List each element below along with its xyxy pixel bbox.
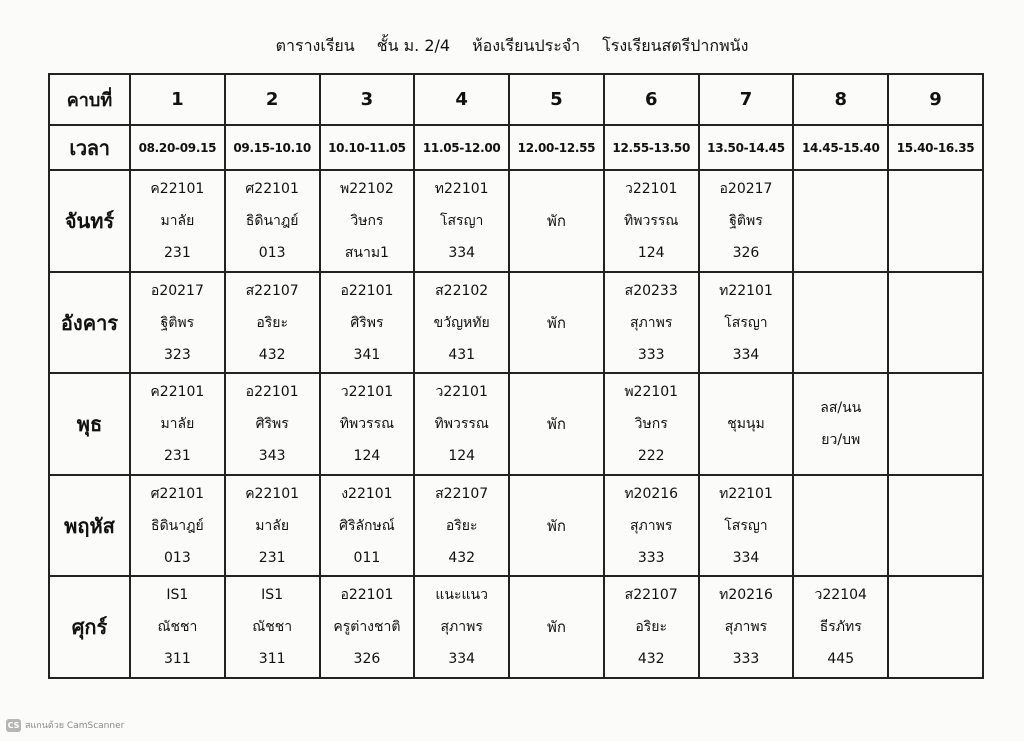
room-number: 445	[827, 651, 855, 668]
room-number: 432	[258, 346, 286, 363]
class-cell	[604, 576, 699, 678]
class-cell	[130, 170, 225, 272]
time-row	[49, 125, 983, 171]
break-label: พัก	[546, 516, 566, 535]
period-number: 1	[130, 74, 225, 125]
day-row	[49, 272, 983, 374]
teacher-name: ณัชชา	[252, 619, 293, 636]
subject-code: แนะแนว	[435, 587, 488, 604]
break-label: พัก	[546, 313, 566, 332]
teacher-name: ยว/บพ	[821, 432, 861, 449]
time-slot: 15.40-16.35	[888, 125, 983, 171]
room-number: 334	[732, 549, 760, 566]
subject-code: ส20233	[624, 282, 678, 299]
day-row	[49, 576, 983, 678]
class-cell	[888, 272, 983, 374]
break-label: พัก	[546, 415, 566, 434]
teacher-name: โสรญา	[439, 213, 484, 230]
teacher-name: ฐิติพร	[160, 314, 195, 331]
period-number: 5	[509, 74, 604, 125]
time-slot: 10.10-11.05	[320, 125, 415, 171]
time-slot: 13.50-14.45	[699, 125, 794, 171]
room-number: 013	[164, 549, 191, 566]
teacher-name: ทิพวรรณ	[624, 213, 679, 230]
class-cell	[130, 475, 225, 577]
subject-code: อ22101	[340, 282, 394, 299]
break-label: พัก	[546, 212, 566, 231]
class-cell	[225, 576, 320, 678]
subject-code: ท20216	[719, 587, 773, 604]
teacher-name: ศิริพร	[350, 314, 384, 331]
subject-code: ส22107	[245, 282, 299, 299]
teacher-name: ทิพวรรณ	[339, 416, 395, 433]
subject-code: ศ22101	[245, 181, 299, 198]
subject-code: ส22107	[435, 485, 489, 502]
class-cell	[604, 373, 699, 475]
subject-code: อ20217	[150, 282, 204, 299]
subject-code: อ22101	[245, 384, 299, 401]
class-cell	[793, 475, 888, 577]
room-number: 333	[637, 346, 665, 363]
room-number: 341	[353, 346, 381, 363]
room-number: 323	[164, 346, 191, 363]
break-cell	[509, 170, 604, 272]
subject-code: ชุมนุม	[727, 416, 765, 433]
class-cell	[793, 576, 888, 678]
class-cell	[320, 170, 415, 272]
teacher-name: โสรญา	[724, 314, 768, 331]
teacher-name: โสรญา	[724, 517, 768, 534]
room-number: 231	[164, 245, 191, 262]
subject-code: ว22101	[340, 384, 394, 401]
teacher-name: สุภาพร	[724, 619, 768, 636]
teacher-name: ขวัญหทัย	[433, 314, 490, 331]
subject-code: ลส/นน	[820, 400, 862, 417]
period-number: 9	[888, 74, 983, 125]
scanner-watermark	[6, 718, 124, 732]
teacher-name: วิษกร	[350, 213, 384, 230]
timetable	[48, 73, 984, 679]
room-number: 431	[448, 346, 476, 363]
subject-code: ค22101	[245, 485, 300, 502]
period-label: คาบที่	[49, 74, 130, 125]
class-cell	[604, 170, 699, 272]
room-number: 333	[637, 549, 665, 566]
class-cell	[320, 272, 415, 374]
time-slot: 12.55-13.50	[604, 125, 699, 171]
time-slot: 09.15-10.10	[225, 125, 320, 171]
school-name: โรงเรียนสตรีปากพนัง	[602, 36, 749, 55]
room-number: 011	[353, 549, 381, 566]
teacher-name: ฐิติพร	[729, 213, 763, 230]
room-number: 334	[732, 346, 760, 363]
teacher-name: อริยะ	[635, 619, 668, 636]
break-label: พัก	[546, 618, 566, 637]
class-cell	[225, 170, 320, 272]
class-cell	[793, 272, 888, 374]
break-cell	[509, 272, 604, 374]
room-number: 326	[353, 651, 381, 668]
period-number: 2	[225, 74, 320, 125]
class-cell	[225, 272, 320, 374]
subject-code: ว22101	[625, 181, 678, 198]
day-name: จันทร์	[49, 170, 130, 272]
time-slot: 14.45-15.40	[793, 125, 888, 171]
day-name: พฤหัส	[49, 475, 130, 577]
room-number: 326	[732, 245, 760, 262]
day-name: อังคาร	[49, 272, 130, 374]
teacher-name: ธิดินาฎย์	[245, 213, 299, 230]
class-cell	[320, 475, 415, 577]
teacher-name: สุภาพร	[630, 517, 673, 534]
class-cell	[225, 475, 320, 577]
room-number: 124	[448, 448, 476, 465]
class-cell	[414, 272, 509, 374]
room-number: 334	[448, 245, 476, 262]
teacher-name: ธิดินาฎย์	[151, 517, 204, 534]
class-cell	[130, 373, 225, 475]
class-cell	[320, 373, 415, 475]
day-row	[49, 373, 983, 475]
room-number: สนาม1	[344, 245, 389, 262]
class-cell	[320, 576, 415, 678]
break-cell	[509, 373, 604, 475]
class-cell	[699, 475, 794, 577]
subject-code: ง22101	[341, 485, 393, 502]
class-cell	[888, 170, 983, 272]
time-slot: 12.00-12.55	[509, 125, 604, 171]
room-number: 311	[258, 651, 286, 668]
class-cell	[130, 576, 225, 678]
room-number: 334	[448, 651, 476, 668]
subject-code: ว22104	[814, 587, 867, 604]
period-number: 3	[320, 74, 415, 125]
subject-code: ค22101	[150, 384, 205, 401]
teacher-name: วิษกร	[634, 416, 668, 433]
class-cell	[414, 170, 509, 272]
subject-code: ท22101	[434, 181, 489, 198]
teacher-name: ณัชชา	[157, 619, 198, 636]
class-cell	[414, 373, 509, 475]
class-cell	[793, 170, 888, 272]
teacher-name: มาลัย	[160, 416, 195, 433]
homeroom-label: ห้องเรียนประจำ	[472, 36, 581, 55]
teacher-name: ศิริพร	[255, 416, 289, 433]
time-slot: 08.20-09.15	[130, 125, 225, 171]
class-cell	[225, 373, 320, 475]
subject-code: ท22101	[719, 282, 773, 299]
room-number: 432	[448, 549, 476, 566]
class-cell	[888, 576, 983, 678]
subject-code: ส22107	[624, 587, 678, 604]
subject-code: อ20217	[719, 181, 773, 198]
time-slot: 11.05-12.00	[414, 125, 509, 171]
room-number: 124	[353, 448, 381, 465]
teacher-name: ธีรภัทร	[819, 619, 862, 636]
teacher-name: ทิพวรรณ	[434, 416, 489, 433]
class-cell	[604, 475, 699, 577]
teacher-name: มาลัย	[160, 213, 195, 230]
camscanner-logo-icon: CS	[7, 720, 20, 730]
class-level: ชั้น ม. 2/4	[376, 36, 451, 55]
subject-code: IS1	[166, 587, 189, 604]
subject-code: ค22101	[150, 181, 205, 198]
room-number: 333	[732, 651, 760, 668]
day-row	[49, 170, 983, 272]
subject-code: IS1	[261, 587, 284, 604]
class-cell	[888, 475, 983, 577]
subject-code: ส22102	[435, 282, 489, 299]
class-cell	[130, 272, 225, 374]
class-cell	[414, 576, 509, 678]
subject-code: ศ22101	[150, 485, 205, 502]
period-number: 7	[699, 74, 794, 125]
time-label: เวลา	[49, 125, 130, 171]
teacher-name: สุภาพร	[630, 314, 673, 331]
class-cell	[604, 272, 699, 374]
schedule-title	[0, 34, 1024, 59]
room-number: 311	[164, 651, 191, 668]
teacher-name: อริยะ	[445, 517, 478, 534]
teacher-name: มาลัย	[255, 517, 290, 534]
room-number: 124	[637, 245, 665, 262]
teacher-name: ครูต่างชาติ	[333, 619, 401, 636]
subject-code: พ22102	[340, 181, 394, 198]
subject-code: พ22101	[624, 384, 679, 401]
watermark-text: สแกนด้วย CamScanner	[25, 721, 125, 731]
subject-code: ว22101	[435, 384, 488, 401]
day-row	[49, 475, 983, 577]
break-cell	[509, 576, 604, 678]
teacher-name: ศิริลักษณ์	[339, 517, 395, 534]
class-cell	[793, 373, 888, 475]
day-name: ศุกร์	[49, 576, 130, 678]
class-cell	[699, 170, 794, 272]
period-header-row	[49, 74, 983, 125]
room-number: 231	[258, 549, 286, 566]
day-name: พุธ	[49, 373, 130, 475]
room-number: 222	[637, 448, 665, 465]
class-cell	[414, 475, 509, 577]
room-number: 231	[164, 448, 191, 465]
period-number: 8	[793, 74, 888, 125]
teacher-name: อริยะ	[256, 314, 288, 331]
class-cell	[888, 373, 983, 475]
break-cell	[509, 475, 604, 577]
period-number: 4	[414, 74, 509, 125]
room-number: 343	[258, 448, 286, 465]
class-cell	[699, 373, 794, 475]
subject-code: ท22101	[719, 485, 773, 502]
period-number: 6	[604, 74, 699, 125]
class-cell	[699, 576, 794, 678]
title-text: ตารางเรียน	[275, 36, 355, 55]
subject-code: อ22101	[340, 587, 394, 604]
class-cell	[699, 272, 794, 374]
subject-code: ท20216	[624, 485, 679, 502]
room-number: 013	[258, 245, 286, 262]
teacher-name: สุภาพร	[440, 619, 483, 636]
room-number: 432	[637, 651, 665, 668]
